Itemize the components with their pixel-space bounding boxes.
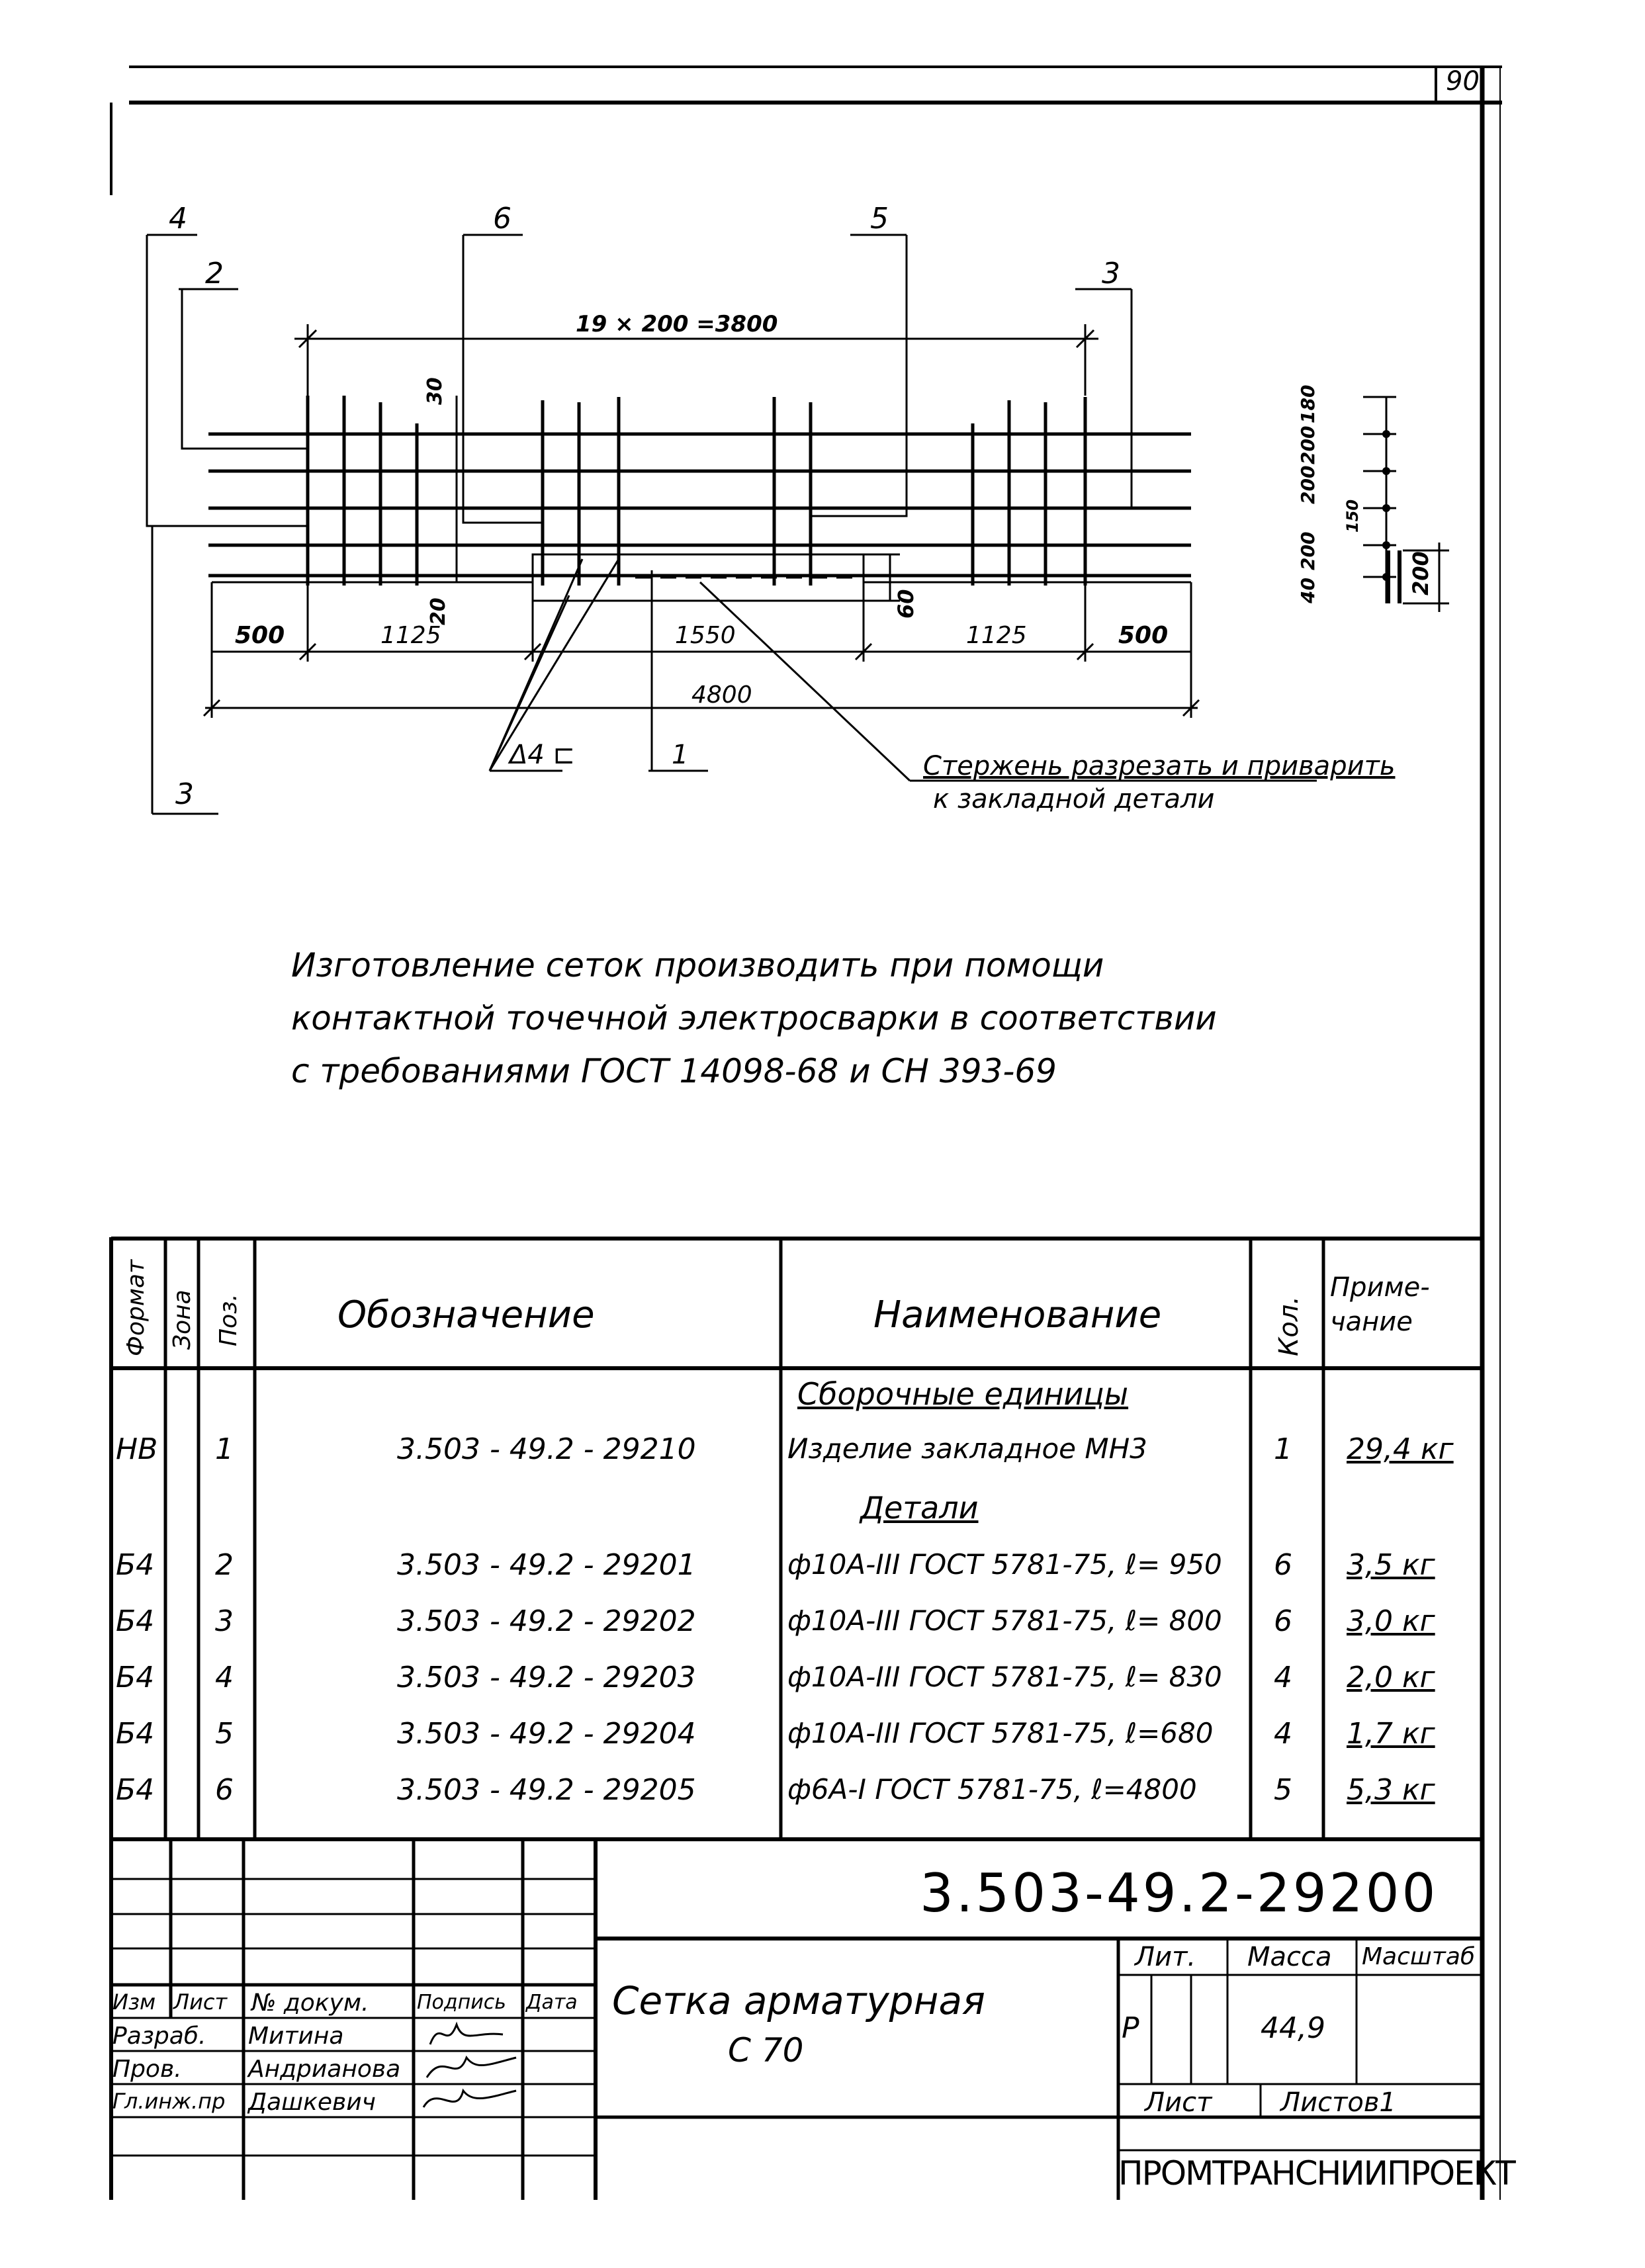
person-role-chief-engineer: Гл.инж.пр: [112, 2089, 226, 2114]
spec-header-name: Наименование: [873, 1293, 1162, 1336]
spec-row-2-note: 3,5 кг: [1347, 1548, 1435, 1582]
dim-1125-right: 1125: [966, 622, 1027, 649]
spec-row-6-qty: 5: [1274, 1773, 1292, 1807]
title-block-lit-label: Лит.: [1135, 1942, 1196, 1972]
person-role-checker: Пров.: [112, 2056, 182, 2083]
dim-1550: 1550: [675, 622, 736, 649]
title-block-lit-value: Р: [1122, 2011, 1139, 2045]
spec-row-3-note: 3,0 кг: [1347, 1604, 1435, 1638]
spec-row-5-qty: 4: [1274, 1717, 1292, 1751]
cut-note-line2: к закладной детали: [933, 784, 1215, 814]
person-name-checker: Андрианова: [248, 2056, 401, 2083]
spec-row-6-note: 5,3 кг: [1347, 1773, 1435, 1807]
section-dim-40: 40: [1297, 578, 1319, 603]
person-role-developer: Разраб.: [112, 2023, 206, 2050]
spec-header-qty: Кол.: [1274, 1295, 1304, 1356]
spec-section-assembly: Сборочные единицы: [797, 1376, 1129, 1412]
spec-row-6-format: Б4: [116, 1773, 155, 1807]
spec-row-5-name: ф10А-III ГОСТ 5781-75, ℓ=680: [787, 1717, 1214, 1749]
spec-row-3-qty: 6: [1274, 1604, 1292, 1638]
spec-row-5-note: 1,7 кг: [1347, 1717, 1435, 1751]
spec-row-1-note: 29,4 кг: [1347, 1432, 1454, 1466]
spec-header-pos: Поз.: [215, 1293, 242, 1346]
section-dim-180: 180: [1297, 384, 1319, 423]
spec-row-2-format: Б4: [116, 1548, 155, 1582]
leader-label-pos4: 4: [169, 202, 187, 236]
dim-30: 30: [423, 377, 447, 405]
spec-row-2-pos: 2: [215, 1548, 234, 1582]
section-dim-150: 150: [1343, 499, 1362, 533]
spec-row-6-pos: 6: [215, 1773, 234, 1807]
title-block-sheets-label: Листов1: [1280, 2087, 1396, 2118]
person-name-developer: Митина: [248, 2023, 344, 2050]
spec-header-designation: Обозначение: [337, 1293, 595, 1336]
spec-row-3-designation: 3.503 - 49.2 - 29202: [397, 1604, 696, 1638]
title-block-header-izm: Изм: [112, 1989, 156, 2015]
spec-row-4-pos: 4: [215, 1661, 234, 1694]
spec-row-5-format: Б4: [116, 1717, 155, 1751]
title-block-header-sign: Подпись: [417, 1991, 506, 2014]
title-block-org: ПРОМТРАНСНИИПРОЕКТ: [1118, 2154, 1515, 2193]
section-dim-200-side: 200: [1408, 551, 1433, 595]
spec-row-3-name: ф10А-III ГОСТ 5781-75, ℓ= 800: [787, 1604, 1222, 1637]
title-block-doc-code: 3.503-49.2-29200: [920, 1862, 1439, 1924]
spec-row-4-note: 2,0 кг: [1347, 1661, 1435, 1694]
spec-row-1-pos: 1: [215, 1432, 234, 1466]
spec-section-parts: Детали: [860, 1490, 979, 1526]
sheet-number: 90: [1446, 66, 1480, 97]
spec-row-4-name: ф10А-III ГОСТ 5781-75, ℓ= 830: [787, 1661, 1222, 1693]
spec-row-6-name: ф6А-I ГОСТ 5781-75, ℓ=4800: [787, 1773, 1197, 1806]
spec-header-note: Приме-чание: [1330, 1272, 1430, 1337]
title-block-title-line1: Сетка арматурная: [612, 1978, 985, 2023]
spec-row-1-designation: 3.503 - 49.2 - 29210: [397, 1432, 696, 1466]
weld-symbol: Δ4 ⊏: [510, 740, 576, 770]
spec-row-4-designation: 3.503 - 49.2 - 29203: [397, 1661, 696, 1694]
spec-row-1-format: НВ: [116, 1432, 158, 1466]
spec-row-3-pos: 3: [215, 1604, 234, 1638]
spec-header-format: Формат: [122, 1259, 150, 1356]
title-block-title-line2: С 70: [728, 2031, 804, 2070]
note-line-2: контактной точечной электросварки в соответствии: [291, 999, 1217, 1037]
spec-row-3-format: Б4: [116, 1604, 155, 1638]
spec-row-5-designation: 3.503 - 49.2 - 29204: [397, 1717, 696, 1751]
section-dim-200a: 200: [1297, 425, 1319, 464]
section-dim-200c: 200: [1297, 531, 1319, 570]
leader-label-pos2: 2: [205, 257, 224, 290]
spec-row-6-designation: 3.503 - 49.2 - 29205: [397, 1773, 696, 1807]
spec-row-2-qty: 6: [1274, 1548, 1292, 1582]
note-line-3: с требованиями ГОСТ 14098-68 и СН 393-69: [291, 1052, 1057, 1090]
title-block-mass-label: Масса: [1247, 1942, 1332, 1972]
section-dim-200b: 200: [1297, 465, 1319, 504]
dim-20: 20: [427, 597, 450, 625]
title-block-mass-value: 44,9: [1261, 2011, 1325, 2045]
leader-label-pos5: 5: [870, 202, 889, 236]
dim-top-span: 19 × 200 =3800: [576, 311, 778, 337]
dim-60: 60: [893, 589, 918, 619]
spec-row-1-name: Изделие закладное МН3: [787, 1432, 1147, 1465]
spec-row-4-qty: 4: [1274, 1661, 1292, 1694]
dim-4800: 4800: [691, 681, 752, 709]
title-block-header-date: Дата: [526, 1991, 578, 2014]
leader-label-pos3-bottom: 3: [175, 777, 194, 811]
spec-header-zone: Зона: [169, 1289, 196, 1350]
note-line-1: Изготовление сеток производить при помощи: [291, 946, 1104, 984]
title-block-sheet-label: Лист: [1145, 2087, 1212, 2118]
leader-label-pos3-top: 3: [1102, 257, 1120, 290]
cut-note-line1: Стержень разрезать и приварить: [923, 751, 1396, 781]
title-block-scale-label: Масштаб: [1362, 1943, 1476, 1970]
person-name-chief-engineer: Дашкевич: [248, 2089, 376, 2116]
dim-500-left: 500: [235, 622, 285, 649]
dim-500-right: 500: [1118, 622, 1169, 649]
spec-row-4-format: Б4: [116, 1661, 155, 1694]
spec-row-5-pos: 5: [215, 1717, 234, 1751]
leader-label-pos1: 1: [672, 740, 689, 770]
spec-row-2-name: ф10А-III ГОСТ 5781-75, ℓ= 950: [787, 1548, 1222, 1581]
dim-1125-left: 1125: [380, 622, 441, 649]
spec-row-2-designation: 3.503 - 49.2 - 29201: [397, 1548, 696, 1582]
leader-label-pos6: 6: [493, 202, 511, 236]
title-block-header-doc-no: № докум.: [251, 1989, 369, 2017]
title-block-header-list: Лист: [173, 1989, 228, 2015]
spec-row-1-qty: 1: [1274, 1432, 1292, 1466]
